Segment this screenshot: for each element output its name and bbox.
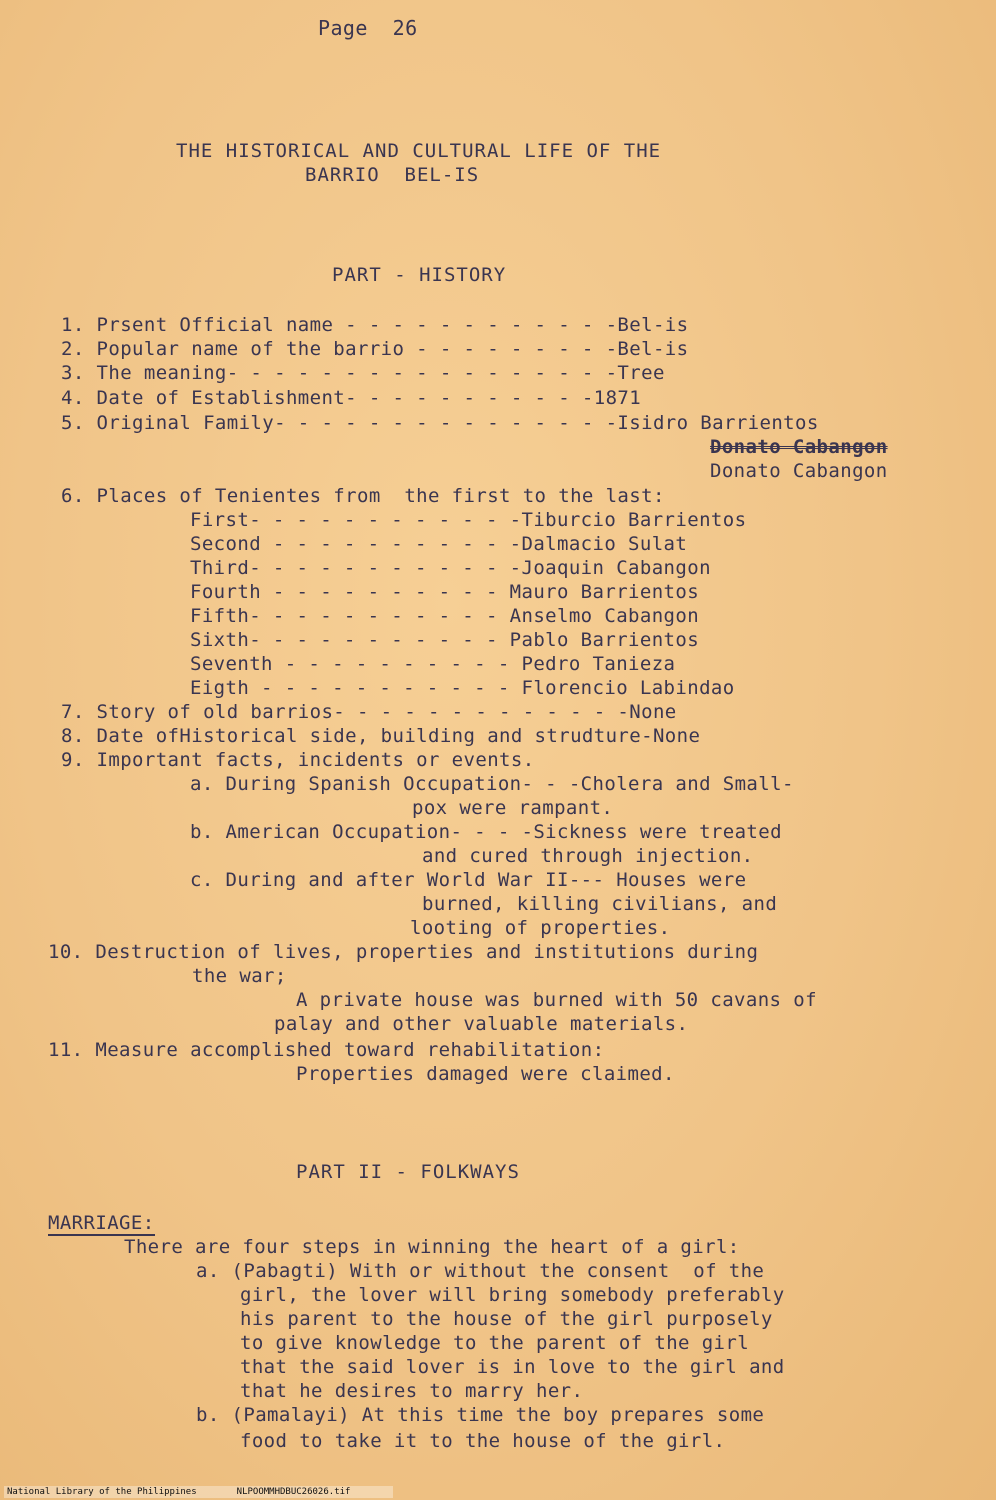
item-9c-line1: c. During and after World War II--- Houses were [190,869,747,891]
teniente-7: Seventh - - - - - - - - - - Pedro Tanieza [190,653,676,675]
marriage-a-line6: that he desires to marry her. [240,1380,584,1402]
marriage-a-line2: girl, the lover will bring somebody preferably [240,1284,785,1306]
document-title-line2: BARRIO BEL-IS [305,164,480,186]
item-1: 1. Prsent Official name - - - - - - - - - - - -Bel-is [61,314,689,336]
teniente-1: First- - - - - - - - - - - -Tiburcio Barrientos [190,509,747,531]
item-9a-line2: pox were rampant. [412,797,614,819]
marriage-a-line5: that the said lover is in love to the girl and [240,1356,785,1378]
item-11-line1: 11. Measure accomplished toward rehabilitation: [48,1039,605,1061]
part1-heading: PART - HISTORY [332,264,507,286]
item-10-line3: A private house was burned with 50 cavans of [296,989,817,1011]
item-3: 3. The meaning- - - - - - - - - - - - - - - - -Tree [61,362,665,384]
item-9: 9. Important facts, incidents or events. [61,749,535,771]
item-4: 4. Date of Establishment- - - - - - - - - - -1871 [61,387,642,409]
marriage-a-line1: a. (Pabagti) With or without the consent of the [196,1260,765,1282]
teniente-3: Third- - - - - - - - - - - -Joaquin Cabangon [190,557,711,579]
page-number: Page 26 [318,16,418,40]
teniente-6: Sixth- - - - - - - - - - - Pablo Barrientos [190,629,700,651]
marriage-a-line4: to give knowledge to the parent of the girl [240,1332,750,1354]
item-5: 5. Original Family- - - - - - - - - - - - - - -Isidro Barrientos [61,412,819,434]
document-title-line1: THE HISTORICAL AND CULTURAL LIFE OF THE [176,140,662,162]
teniente-4: Fourth - - - - - - - - - - Mauro Barrientos [190,581,700,603]
teniente-2: Second - - - - - - - - - - -Dalmacio Sulat [190,533,688,555]
item-2: 2. Popular name of the barrio - - - - - - - - -Bel-is [61,338,689,360]
item-9c-line3: looting of properties. [410,917,671,939]
part2-heading: PART II - FOLKWAYS [296,1161,520,1183]
footer-library: National Library of the Philippines [7,1487,197,1497]
item-10-line4: palay and other valuable materials. [274,1013,689,1035]
marriage-b-line2: food to take it to the house of the girl. [240,1430,726,1452]
item-9b-line1: b. American Occupation- - - -Sickness were treated [190,821,782,843]
marriage-heading [48,1211,155,1235]
marriage-a-line3: his parent to the house of the girl purposely [240,1308,773,1330]
item-10-line2: the war; [192,965,287,987]
item-11-line2: Properties damaged were claimed. [296,1063,675,1085]
item-9a-line1: a. During Spanish Occupation- - -Cholera and Small- [190,773,794,795]
item-6: 6. Places of Tenientes from the first to the last: [61,485,665,507]
item-9b-line2: and cured through injection. [422,845,754,867]
marriage-intro: There are four steps in winning the heart of a girl: [124,1236,740,1258]
teniente-8: Eigth - - - - - - - - - - - Florencio Labindao [190,677,735,699]
item-5-second-family: Donato Cabangon [710,460,888,482]
item-8: 8. Date ofHistorical side, building and strudture-None [61,725,701,747]
item-5-struck-name: Donato Cabangon [710,436,888,458]
item-9c-line2: burned, killing civilians, and [422,893,778,915]
teniente-5: Fifth- - - - - - - - - - - Anselmo Cabangon [190,605,700,627]
item-10-line1: 10. Destruction of lives, properties and institutions during [48,941,759,963]
footer-filename: NLPOOMMHDBUC26026.tif [236,1487,351,1497]
marriage-b-line1: b. (Pamalayi) At this time the boy prepares some [196,1404,765,1426]
marriage-heading-text: MARRIAGE: [48,1212,155,1234]
item-7: 7. Story of old barrios- - - - - - - - - - - - -None [61,701,677,723]
scan-footer [4,1486,393,1498]
